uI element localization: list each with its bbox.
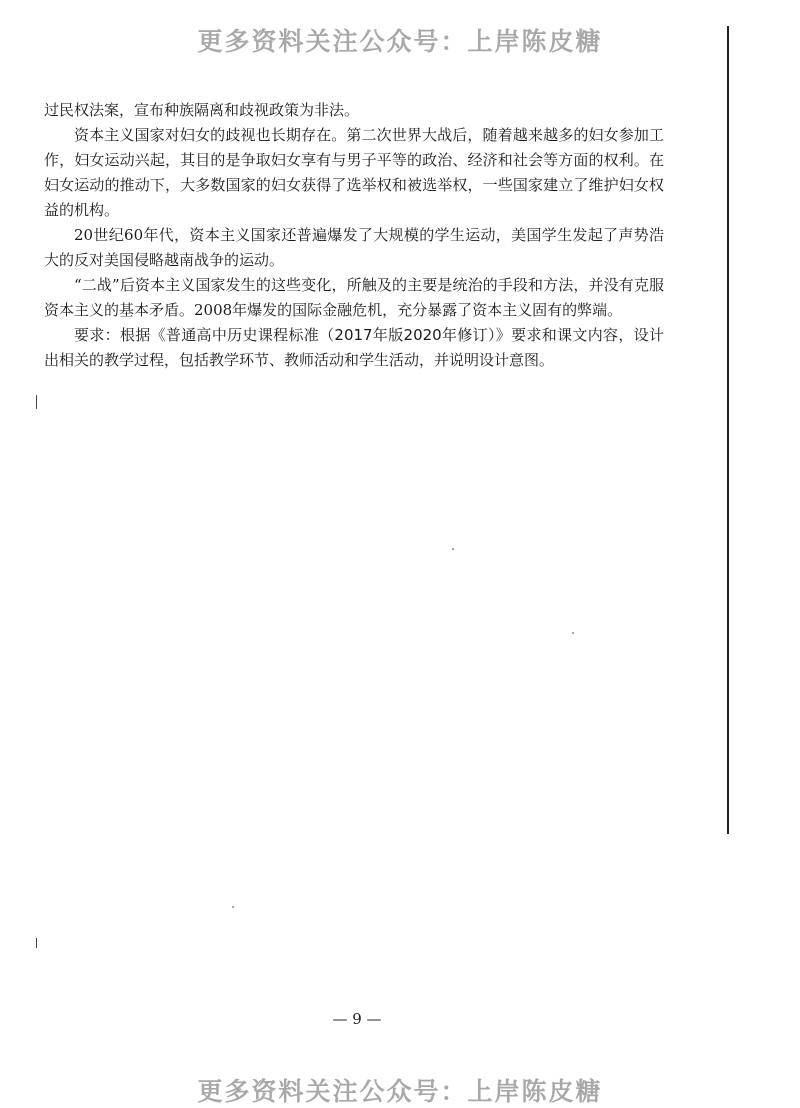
paragraph-women-movement: 资本主义国家对妇女的歧视也长期存在。第二次世界大战后，随着越来越多的妇女参加工作，妇女运动兴起，其目的是争取妇女享有与男子平等的政治、经济和社会等方面的权利。在妇女运动的推动下，大多数国家的妇女获得了选举权和被选举权，一些国家建立了维护妇女权益的机构。	[44, 126, 664, 219]
scan-speck	[572, 632, 574, 634]
page-number: — 9 —	[332, 1010, 382, 1028]
watermark-top: 更多资料关注公众号：上岸陈皮糖	[197, 27, 603, 56]
watermark-bottom: 更多资料关注公众号：上岸陈皮糖	[197, 1077, 603, 1106]
left-margin-mark	[36, 395, 37, 409]
document-body	[44, 98, 664, 373]
right-margin-rule	[727, 26, 729, 834]
paragraph-postwar-changes: “二战”后资本主义国家发生的这些变化，所触及的主要是统治的手段和方法，并没有克服资本主义的基本矛盾。2008年爆发的国际金融危机，充分暴露了资本主义固有的弊端。	[44, 276, 664, 319]
paragraph-civil-rights: 过民权法案，宣布种族隔离和歧视政策为非法。	[44, 101, 360, 119]
scan-speck	[232, 906, 234, 908]
left-margin-mark	[36, 938, 37, 948]
scan-speck	[452, 548, 454, 550]
paragraph-student-movement: 20世纪60年代，资本主义国家还普遍爆发了大规模的学生运动，美国学生发起了声势浩大的反对美国侵略越南战争的运动。	[44, 226, 664, 269]
paragraph-requirement: 要求：根据《普通高中历史课程标准（2017年版2020年修订）》要求和课文内容，设计出相关的教学过程，包括教学环节、教师活动和学生活动，并说明设计意图。	[44, 326, 664, 369]
